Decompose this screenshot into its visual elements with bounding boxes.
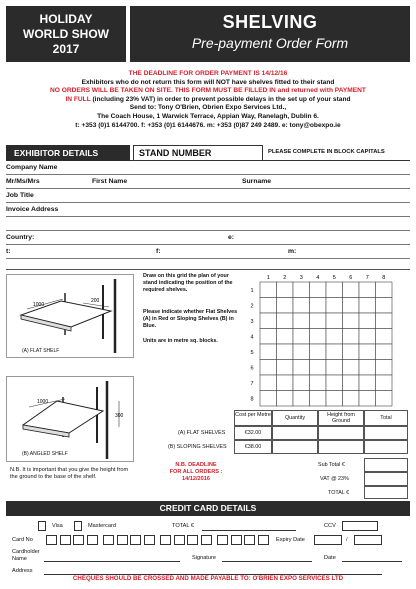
card-number-digit-box[interactable] [103,535,114,545]
signature-input[interactable] [222,561,312,562]
block-capitals-note: PLEASE COMPLETE IN BLOCK CAPITALS [268,149,385,155]
title-label: Mr/Ms/Mrs [6,178,40,185]
grid-cell[interactable] [310,282,327,298]
visa-label: Visa [52,523,63,529]
stand-plan-grid[interactable] [246,272,396,413]
intro-line6: The Coach House, 1 Warwick Terrace, Appian Way, Ranelagh, Dublin 6. [97,112,319,120]
grid-cell[interactable] [343,344,360,360]
cc-total-input[interactable] [202,530,296,531]
card-number-digit-box[interactable] [130,535,141,545]
grid-cell[interactable] [260,298,277,314]
flat-shelf-drawing [7,275,133,357]
height-header: Height from Ground [318,410,364,426]
card-number-digit-box[interactable] [258,535,269,545]
show-title-block [6,6,126,62]
angled-shelf-illustration [6,376,134,462]
intro-line5: Send to: Tony O'Brien, Obrien Expo Services Ltd., [129,104,287,112]
flat-shelves-label: (A) FLAT SHELVES [178,430,226,436]
form-title: SHELVING [222,12,318,32]
card-number-digit-box[interactable] [73,535,84,545]
grid-cell[interactable] [260,282,277,298]
grid-cell[interactable] [359,360,376,376]
grid-row-label: 8 [250,396,254,403]
phone-label: t: [6,248,11,255]
mobile-label: m: [288,248,297,255]
grid-cell[interactable] [310,298,327,314]
grid-cell[interactable] [326,329,343,345]
invoice-address-line2[interactable] [6,217,410,231]
expiry-slash: / [346,537,348,543]
grid-cell[interactable] [293,391,310,407]
grid-cell[interactable] [326,391,343,407]
deadline-line2: FOR ALL ORDERS : [169,469,223,475]
grid-cell[interactable] [343,360,360,376]
grid-cell[interactable] [376,344,393,360]
flat-dim-1000: 1000 [33,302,45,308]
intro-line2: Exhibitors who do not return this form will NOT have shelves fitted to their stand [81,78,335,86]
grid-cell[interactable] [293,344,310,360]
grid-row-label: 4 [250,334,254,341]
company-name-label: Company Name [6,164,58,171]
height-note: N.B. It is important that you give the height from the ground to the base of the shelf. [10,467,129,481]
sloping-height-input[interactable] [318,440,364,454]
flat-total-input[interactable] [364,426,408,440]
grid-cell[interactable] [359,282,376,298]
grid-cell[interactable] [359,391,376,407]
grid-row-label: 7 [250,380,254,387]
deadline-notice: THE DEADLINE FOR ORDER PAYMENT IS 14/12/16 [128,70,288,77]
angled-shelf-caption: (B) ANGLED SHELF [22,451,68,457]
expiry-month-input[interactable] [314,535,342,545]
email-label: e: [228,234,235,241]
grid-cell[interactable] [310,313,327,329]
first-name-label: First Name [92,178,128,185]
card-no-label: Card No [12,537,33,543]
grid-col-label: 4 [316,275,320,281]
show-title-line2: WORLD SHOW [23,27,109,41]
grid-cell[interactable] [376,298,393,314]
cardholder-label-line1: Cardholder [12,549,40,555]
total-header: Total [364,410,408,426]
card-number-digit-box[interactable] [60,535,71,545]
grid-cell[interactable] [326,344,343,360]
grid-row-label: 2 [250,303,254,310]
total-label: TOTAL € [328,490,350,496]
grid-row-label: 3 [250,318,254,325]
grid-cell[interactable] [260,344,277,360]
grid-col-label: 2 [283,275,287,281]
intro-line4-rest: (including 23% VAT) in order to prevent possible delays in the set up of your stand [90,95,351,103]
grid-cell[interactable] [293,313,310,329]
grid-cell[interactable] [260,360,277,376]
grid-cell[interactable] [277,313,294,329]
show-title-line3: 2017 [52,42,80,56]
cardholder-name-input[interactable] [44,561,180,562]
sub-total-input[interactable] [364,458,408,472]
grid-cell[interactable] [376,329,393,345]
card-number-digit-box[interactable] [201,535,212,545]
intro-line3: NO ORDERS WILL BE TAKEN ON SITE. THIS FORM MUST BE FILLED IN and returned with PAYMENT [50,87,366,95]
quantity-header: Quantity [272,410,318,426]
flat-shelf-illustration [6,274,134,358]
address-label: Address [12,568,33,574]
grid-cell[interactable] [293,375,310,391]
grid-cell[interactable] [293,282,310,298]
deadline-box [146,462,246,483]
grid-cell[interactable] [359,329,376,345]
flat-quantity-input[interactable] [272,426,318,440]
phone-row[interactable] [6,245,410,259]
grid-row-label: 6 [250,365,254,372]
grid-cell[interactable] [277,360,294,376]
angled-shelf-drawing [7,377,133,461]
angled-dim-300: 300 [115,413,124,419]
grid-cell[interactable] [310,329,327,345]
flat-height-input[interactable] [318,426,364,440]
grid-row-label: 1 [250,287,254,294]
mastercard-checkbox[interactable] [74,521,82,531]
surname-label: Surname [242,178,272,185]
cardholder-label [12,549,40,562]
order-form-page [6,6,410,583]
card-number-digit-box[interactable] [144,535,155,545]
grid-cell[interactable] [376,375,393,391]
grid-cell[interactable] [343,313,360,329]
grid-cell[interactable] [293,360,310,376]
grid-col-label: 3 [299,275,303,281]
job-title-field[interactable] [6,189,410,203]
date-label: Date [324,555,336,561]
form-title-block [130,6,410,62]
company-name-field[interactable] [6,161,410,175]
credit-card-bar: CREDIT CARD DETAILS [6,501,410,516]
card-number-digit-box[interactable] [231,535,242,545]
grid-cell[interactable] [376,391,393,407]
sloping-total-input[interactable] [364,440,408,454]
intro-line4-red: IN FULL [65,95,91,103]
grid-cell[interactable] [310,375,327,391]
grid-cell[interactable] [343,391,360,407]
sub-total-label: Sub Total € [318,462,345,468]
card-number-digit-box[interactable] [46,535,57,545]
mastercard-label: Mastercard [88,523,116,529]
grand-total-input[interactable] [364,486,408,499]
grid-cell[interactable] [376,360,393,376]
grid-cell[interactable] [376,282,393,298]
cardholder-label-line2: Name [12,555,27,562]
grid-cell[interactable] [277,344,294,360]
stand-plan-grid-svg[interactable] [246,272,396,408]
job-title-label: Job Title [6,192,34,199]
grid-col-label: 7 [365,275,369,281]
grid-cell[interactable] [343,329,360,345]
grid-cell[interactable] [293,298,310,314]
card-number-digit-box[interactable] [117,535,128,545]
grid-cell[interactable] [260,313,277,329]
grid-cell[interactable] [310,360,327,376]
grid-cell[interactable] [277,391,294,407]
grid-cell[interactable] [376,313,393,329]
signature-label: Signature [192,555,216,561]
flat-shelf-caption: (A) FLAT SHELF [22,348,60,354]
country-label: Country: [6,234,35,241]
vat-label: VAT @ 23% [320,476,349,482]
ccv-input[interactable] [342,521,378,531]
intro-text [6,70,410,130]
sloping-quantity-input[interactable] [272,440,318,454]
grid-cell[interactable] [293,329,310,345]
name-row[interactable] [6,175,410,189]
grid-col-label: 5 [332,275,336,281]
exhibitor-details-label: EXHIBITOR DETAILS [6,145,130,161]
ccv-label: CCV [324,523,336,529]
grid-cell[interactable] [326,375,343,391]
stand-number-field[interactable]: STAND NUMBER [133,145,263,161]
sloping-shelves-price: €38.00 [234,440,272,454]
grid-cell[interactable] [277,298,294,314]
card-number-digit-box[interactable] [187,535,198,545]
fax-label: f: [156,248,161,255]
grid-cell[interactable] [343,375,360,391]
country-email-row[interactable] [6,231,410,245]
grid-row-label: 5 [250,349,254,356]
grid-cell[interactable] [359,298,376,314]
grid-cell[interactable] [326,282,343,298]
vat-input[interactable] [364,472,408,486]
grid-cell[interactable] [326,313,343,329]
deadline-line3: 14/12/2016 [182,476,210,482]
grid-cell[interactable] [310,344,327,360]
grid-instruction-3: Units are in metre sq. blocks. [143,338,218,344]
grid-cell[interactable] [359,375,376,391]
exhibitor-details-bar [6,145,410,161]
intro-line7: t: +353 (0)1 6144700. f: +353 (0)1 6144676. m: +353 (0)87 249 2489. e: tony@obexpo.ie [75,121,341,129]
card-number-digit-box[interactable] [174,535,185,545]
grid-cell[interactable] [277,329,294,345]
grid-col-label: 1 [266,275,270,281]
grid-cell[interactable] [326,360,343,376]
deadline-line1: N.B. DEADLINE [175,462,217,468]
angled-dim-1000: 1000 [37,399,49,405]
sloping-shelves-label: (B) SLOPING SHELVES [168,444,227,450]
card-number-digit-box[interactable] [160,535,171,545]
expiry-year-input[interactable] [354,535,382,545]
grid-cell[interactable] [343,282,360,298]
grid-cell[interactable] [310,391,327,407]
card-number-digit-box[interactable] [244,535,255,545]
show-title-line1: HOLIDAY [39,12,93,26]
invoice-address-field[interactable] [6,203,410,217]
grid-cell[interactable] [277,375,294,391]
grid-col-label: 8 [382,275,386,281]
invoice-address-label: Invoice Address [6,206,59,213]
grid-cell[interactable] [277,282,294,298]
grid-cell[interactable] [260,375,277,391]
flat-dim-200: 200 [91,298,100,304]
intro-line4 [6,96,410,105]
visa-checkbox[interactable] [38,521,46,531]
form-subtitle: Pre-payment Order Form [191,35,349,51]
cost-per-metre-header: Cost per Metre [234,410,272,426]
card-number-digit-box[interactable] [87,535,98,545]
grid-cell[interactable] [326,298,343,314]
date-input[interactable] [342,561,402,562]
cc-total-label: TOTAL € [172,523,194,529]
grid-col-label: 6 [349,275,353,281]
grid-cell[interactable] [260,329,277,345]
grid-cell[interactable] [359,344,376,360]
expiry-date-label: Expiry Date [276,537,305,543]
grid-cell[interactable] [359,313,376,329]
grid-cell[interactable] [260,391,277,407]
grid-cell[interactable] [343,298,360,314]
grid-instruction-2: Please indicate whether Flat Shelves (A) in Red or Sloping Shelves (B) in Blue. [143,309,238,329]
cheque-note: CHEQUES SHOULD BE CROSSED AND MADE PAYABLE TO: O'BRIEN EXPO SERVICES LTD [72,575,344,582]
card-number-digit-box[interactable] [217,535,228,545]
flat-shelves-price: €32.00 [234,426,272,440]
grid-instruction-1: Draw on this grid the plan of your stand indicating the position of the required shelves. [143,273,233,293]
